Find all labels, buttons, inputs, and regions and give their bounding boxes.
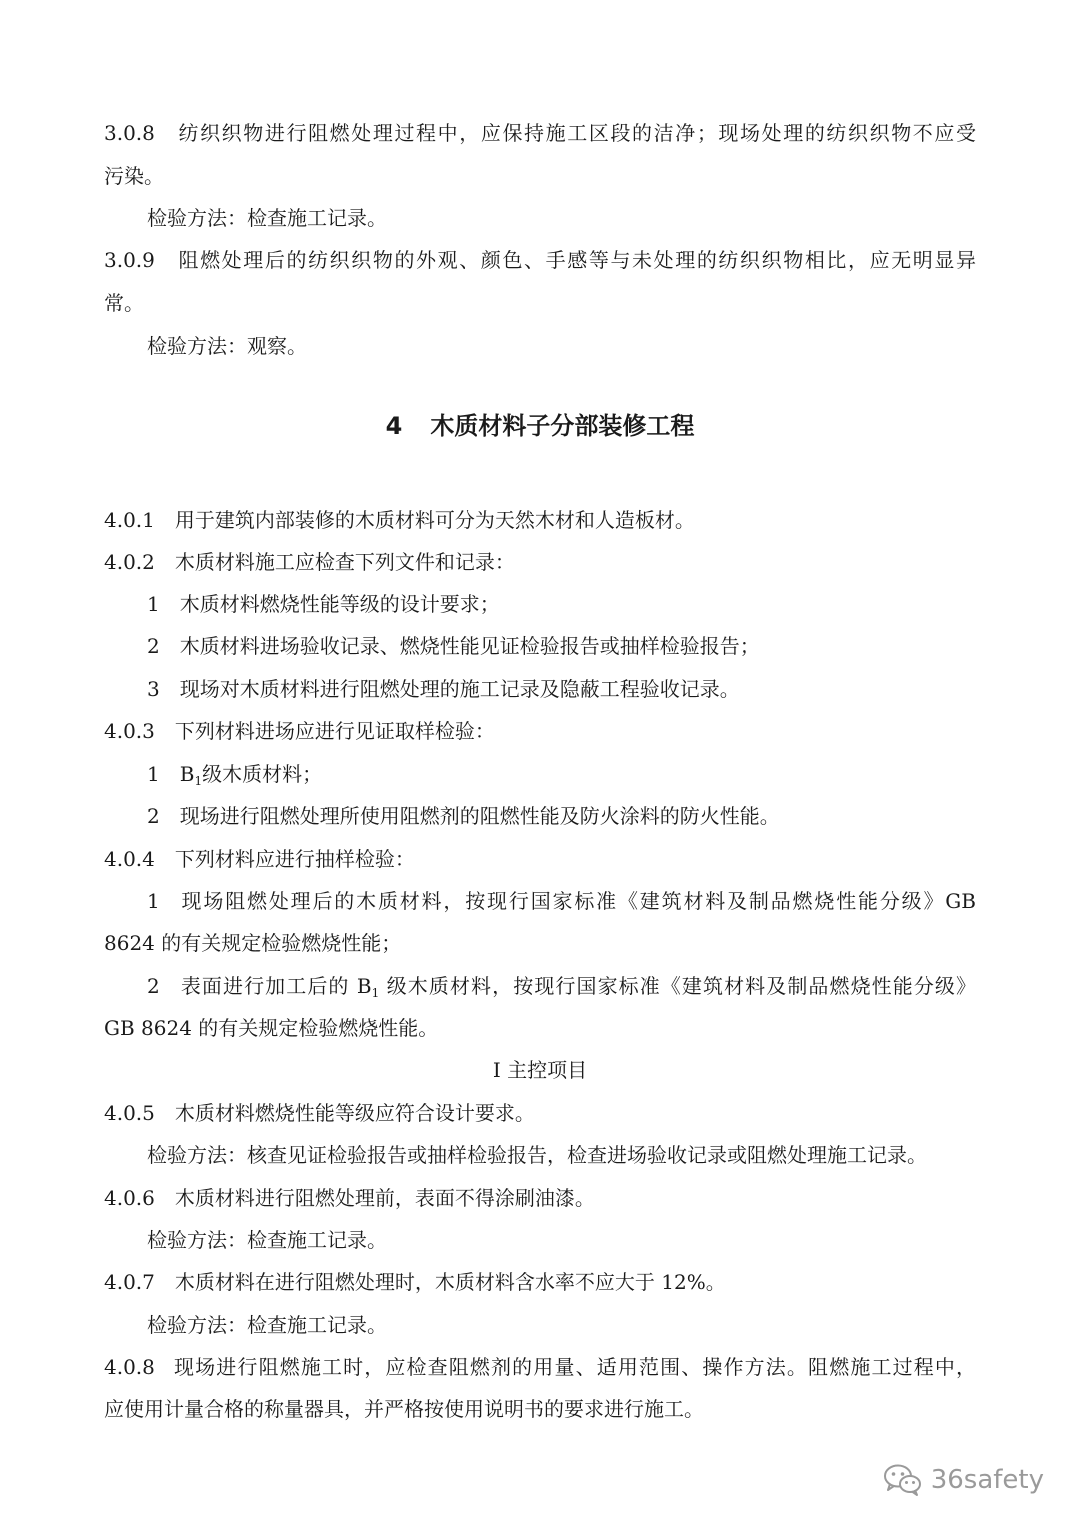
item-text: 表面进行加工后的 B [179,974,372,998]
list-item [147,972,976,1003]
chapter-number: 4 [385,412,403,440]
list-item [147,887,976,915]
inspection-method: 检验方法：检查施工记录。 [147,1228,387,1252]
item-text: 级木质材料，按现行国家标准《建筑材料及制品燃烧性能分级》 [379,974,976,998]
clause-text: 现场进行阻燃施工时，应检查阻燃剂的用量、适用范围、操作方法。阻燃施工过程中， [172,1355,976,1379]
clause-number: 3.0.8 [104,121,155,145]
clause-3-0-8 [104,119,976,147]
inspection-method: 检验方法：核查见证检验报告或抽样检验报告，检查进场验收记录或阻燃处理施工记录。 [147,1143,927,1167]
item-text: 木质材料燃烧性能等级的设计要求； [179,592,500,616]
clause-text: 用于建筑内部装修的木质材料可分为天然木材和人造板材。 [174,508,695,532]
chapter-heading [0,410,1080,442]
clause-4-0-8 [104,1353,976,1381]
item-number: 2 [147,634,160,658]
item-text: 现场阻燃处理后的木质材料，按现行国家标准《建筑材料及制品燃烧性能分级》GB [179,889,976,913]
clause-4-0-1 [104,506,695,534]
subscript: 1 [194,774,203,788]
clause-text: 下列材料进场应进行见证取样检验： [174,719,495,743]
clause-number: 4.0.7 [104,1270,155,1294]
inspection-method: 检验方法：检查施工记录。 [147,206,387,230]
clause-number: 4.0.3 [104,719,155,743]
clause-text: 木质材料施工应检查下列文件和记录： [174,550,515,574]
item-number: 3 [147,677,160,701]
list-item [147,675,740,703]
clause-text: 木质材料在进行阻燃处理时，木质材料含水率不应大于 12%。 [174,1270,726,1294]
clause-text: 下列材料应进行抽样检验： [174,847,415,871]
item-text: B [179,762,195,786]
wechat-icon [883,1463,923,1497]
item-number: 2 [147,974,160,998]
list-item [147,632,760,660]
clause-4-0-3 [104,717,495,745]
list-item [147,802,780,830]
clause-number: 4.0.1 [104,508,155,532]
subscript: 1 [371,986,380,1000]
item-text: 木质材料进场验收记录、燃烧性能见证检验报告或抽样检验报告； [179,634,760,658]
clause-text: 木质材料燃烧性能等级应符合设计要求。 [174,1101,535,1125]
item-number: 2 [147,804,160,828]
clause-3-0-8-cont: 污染。 [104,164,164,188]
watermark [883,1462,1044,1498]
item-text: 级木质材料； [202,762,323,786]
clause-4-0-6 [104,1184,595,1212]
inspection-method: 检验方法：检查施工记录。 [147,1313,387,1337]
clause-4-0-2 [104,548,515,576]
list-item-cont: GB 8624 的有关规定检验燃烧性能。 [104,1016,439,1040]
item-number: 1 [147,592,160,616]
item-number: 1 [147,889,160,913]
inspection-method: 检验方法：观察。 [147,334,307,358]
clause-3-0-9-cont: 常。 [104,291,144,315]
clause-text: 阻燃处理后的纺织织物的外观、颜色、手感等与未处理的纺织织物相比，应无明显异 [176,248,976,272]
list-item-cont: 8624 的有关规定检验燃烧性能； [104,931,402,955]
clause-4-0-5 [104,1099,535,1127]
item-text: 现场进行阻燃处理所使用阻燃剂的阻燃性能及防火涂料的防火性能。 [179,804,780,828]
clause-number: 4.0.4 [104,847,155,871]
item-number: 1 [147,762,160,786]
clause-number: 4.0.6 [104,1186,155,1210]
item-text: 现场对木质材料进行阻燃处理的施工记录及隐蔽工程验收记录。 [179,677,740,701]
clause-4-0-7 [104,1268,726,1296]
list-item [147,590,500,618]
clause-number: 3.0.9 [104,248,155,272]
clause-4-0-4 [104,845,415,873]
clause-number: 4.0.5 [104,1101,155,1125]
watermark-text: 36safety [930,1465,1044,1495]
clause-3-0-9 [104,246,976,274]
clause-text: 木质材料进行阻燃处理前，表面不得涂刷油漆。 [174,1186,595,1210]
clause-number: 4.0.8 [104,1355,155,1379]
clause-text: 纺织织物进行阻燃处理过程中，应保持施工区段的洁净；现场处理的纺织织物不应受 [176,121,976,145]
clause-number: 4.0.2 [104,550,155,574]
list-item [147,760,322,791]
section-subheading: I 主控项目 [492,1058,588,1082]
clause-4-0-8-cont: 应使用计量合格的称量器具，并严格按使用说明书的要求进行施工。 [104,1397,704,1421]
chapter-title: 木质材料子分部装修工程 [430,412,695,440]
